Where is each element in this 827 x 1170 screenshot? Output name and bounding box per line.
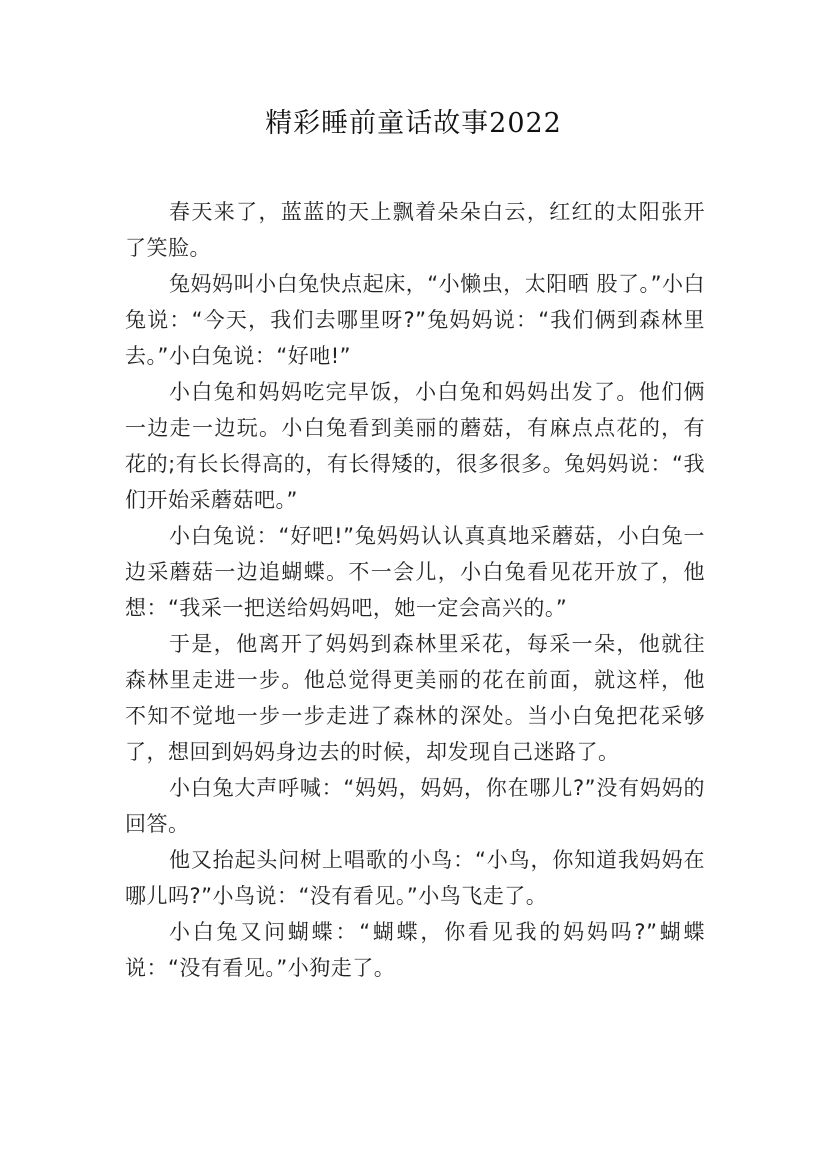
paragraph: 小白兔和妈妈吃完早饭，小白兔和妈妈出发了。他们俩一边走一边玩。小白兔看到美丽的蘑菇，有麻点点花的，有花的;有长长得高的，有长得矮的，很多很多。兔妈妈说：“我们开始采蘑菇吧。” <box>125 380 705 512</box>
paragraph: 小白兔说：“好吧!”兔妈妈认认真真地采蘑菇，小白兔一边采蘑菇一边追蝴蝶。不一会儿，小白兔看见花开放了，他想：“我采一把送给妈妈吧，她一定会高兴的。” <box>125 524 705 620</box>
document-title: 精彩睡前童话故事2022 <box>265 108 562 139</box>
paragraph: 他又抬起头问树上唱歌的小鸟：“小鸟，你知道我妈妈在哪儿吗?”小鸟说：“没有看见。”小鸟飞走了。 <box>125 848 705 908</box>
document-body <box>125 194 705 986</box>
paragraph: 春天来了，蓝蓝的天上飘着朵朵白云，红红的太阳张开了笑脸。 <box>125 200 705 260</box>
paragraph: 兔妈妈叫小白兔快点起床，“小懒虫，太阳晒 股了。”小白兔说：“今天，我们去哪里呀?”兔妈妈说：“我们俩到森林里去。”小白兔说：“好吔!” <box>125 272 705 368</box>
paragraph: 于是，他离开了妈妈到森林里采花，每采一朵，他就往森林里走进一步。他总觉得更美丽的花在前面，就这样，他不知不觉地一步一步走进了森林的深处。当小白兔把花采够了，想回到妈妈身边去的时候，却发现自己迷路了。 <box>125 632 705 764</box>
paragraph: 小白兔大声呼喊：“妈妈，妈妈，你在哪儿?”没有妈妈的回答。 <box>125 776 705 836</box>
paragraph: 小白兔又问蝴蝶：“蝴蝶，你看见我的妈妈吗?”蝴蝶说：“没有看见。”小狗走了。 <box>125 920 705 980</box>
